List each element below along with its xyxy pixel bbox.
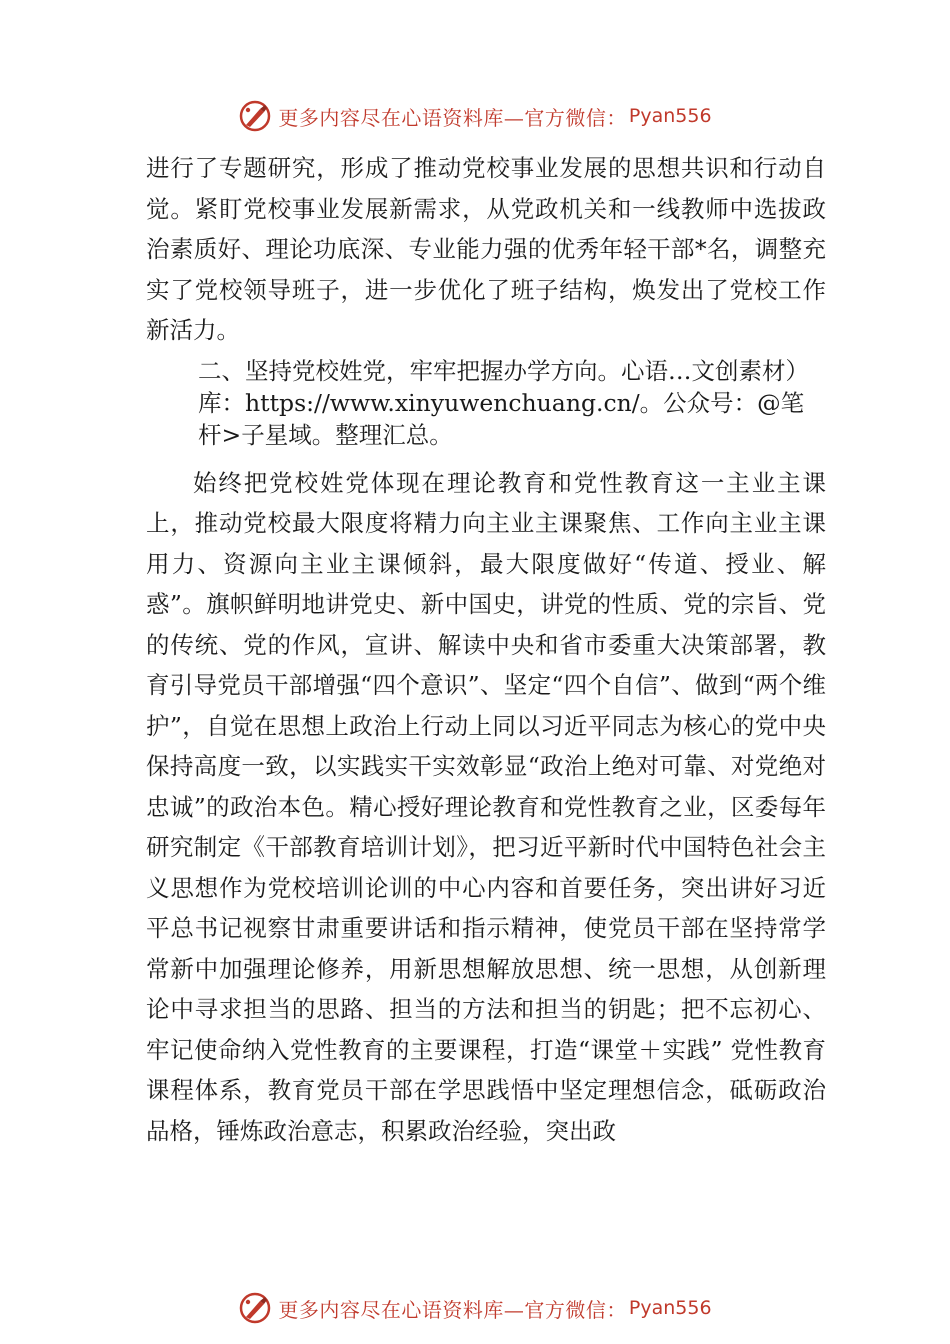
header-banner [0,94,950,138]
paragraph-2: 始终把党校姓党体现在理论教育和党性教育这一主业主课上，推动党校最大限度将精力向主业主课聚焦、工作向主业主课用力、资源向主业主课倾斜，最大限度做好“传道、授业、解惑”。旗帜鲜明地讲党史、新中国史，讲党的性质、党的宗旨、党的传统、党的作风，宣讲、解读中央和省市委重大决策部署，教育引导党员干部增强“四个意识”、坚定“四个自信”、做到“两个维护”，自觉在思想上政治上行动上同以习近平同志为核心的党中央保持高度一致，以实践实干实效彰显“政治上绝对可靠、对党绝对忠诚”的政治本色。精心授好理论教育和党性教育之业，区委每年研究制定《干部教育培训计划》，把习近平新时代中国特色社会主义思想作为党校培训论训的中心内容和首要任务，突出讲好习近平总书记视察甘肃重要讲话和指示精神，使党员干部在坚持常学常新中加强理论修养，用新思想解放思想、统一思想，从创新理论中寻求担当的思路、担当的方法和担当的钥匙；把不忘初心、牢记使命纳入党性教育的主要课程，打造“课堂＋实践” 党性教育课程体系，教育党员干部在学思践悟中坚定理想信念，砥砺政治品格，锤炼政治意志，积累政治经验，突出政 [146,468,826,1145]
footer-wechat-id: Pyan556 [628,1297,712,1319]
section-heading-2: 二、坚持党校姓党，牢牢把握办学方向。心语…文创素材）库：https://www.xinyuwenchuang.cn/。公众号：@笔杆>子星域。整理汇总。 [198,356,809,449]
document-body [146,148,826,1151]
brand-logo-icon [238,1291,272,1325]
footer-banner-text: 更多内容尽在心语资料库—官方微信： [278,1297,627,1322]
paragraph-1: 进行了专题研究，形成了推动党校事业发展的思想共识和行动自觉。紧盯党校事业发展新需求，从党政机关和一线教师中选拔政治素质好、理论功底深、专业能力强的优秀年轻干部*名，调整充实了党校领导班子，进一步优化了班子结构，焕发出了党校工作新活力。 [146,154,826,344]
brand-logo-icon [238,99,272,133]
header-wechat-id: Pyan556 [628,105,712,127]
footer-banner [0,1286,950,1330]
header-banner-text: 更多内容尽在心语资料库—官方微信： [278,105,627,130]
